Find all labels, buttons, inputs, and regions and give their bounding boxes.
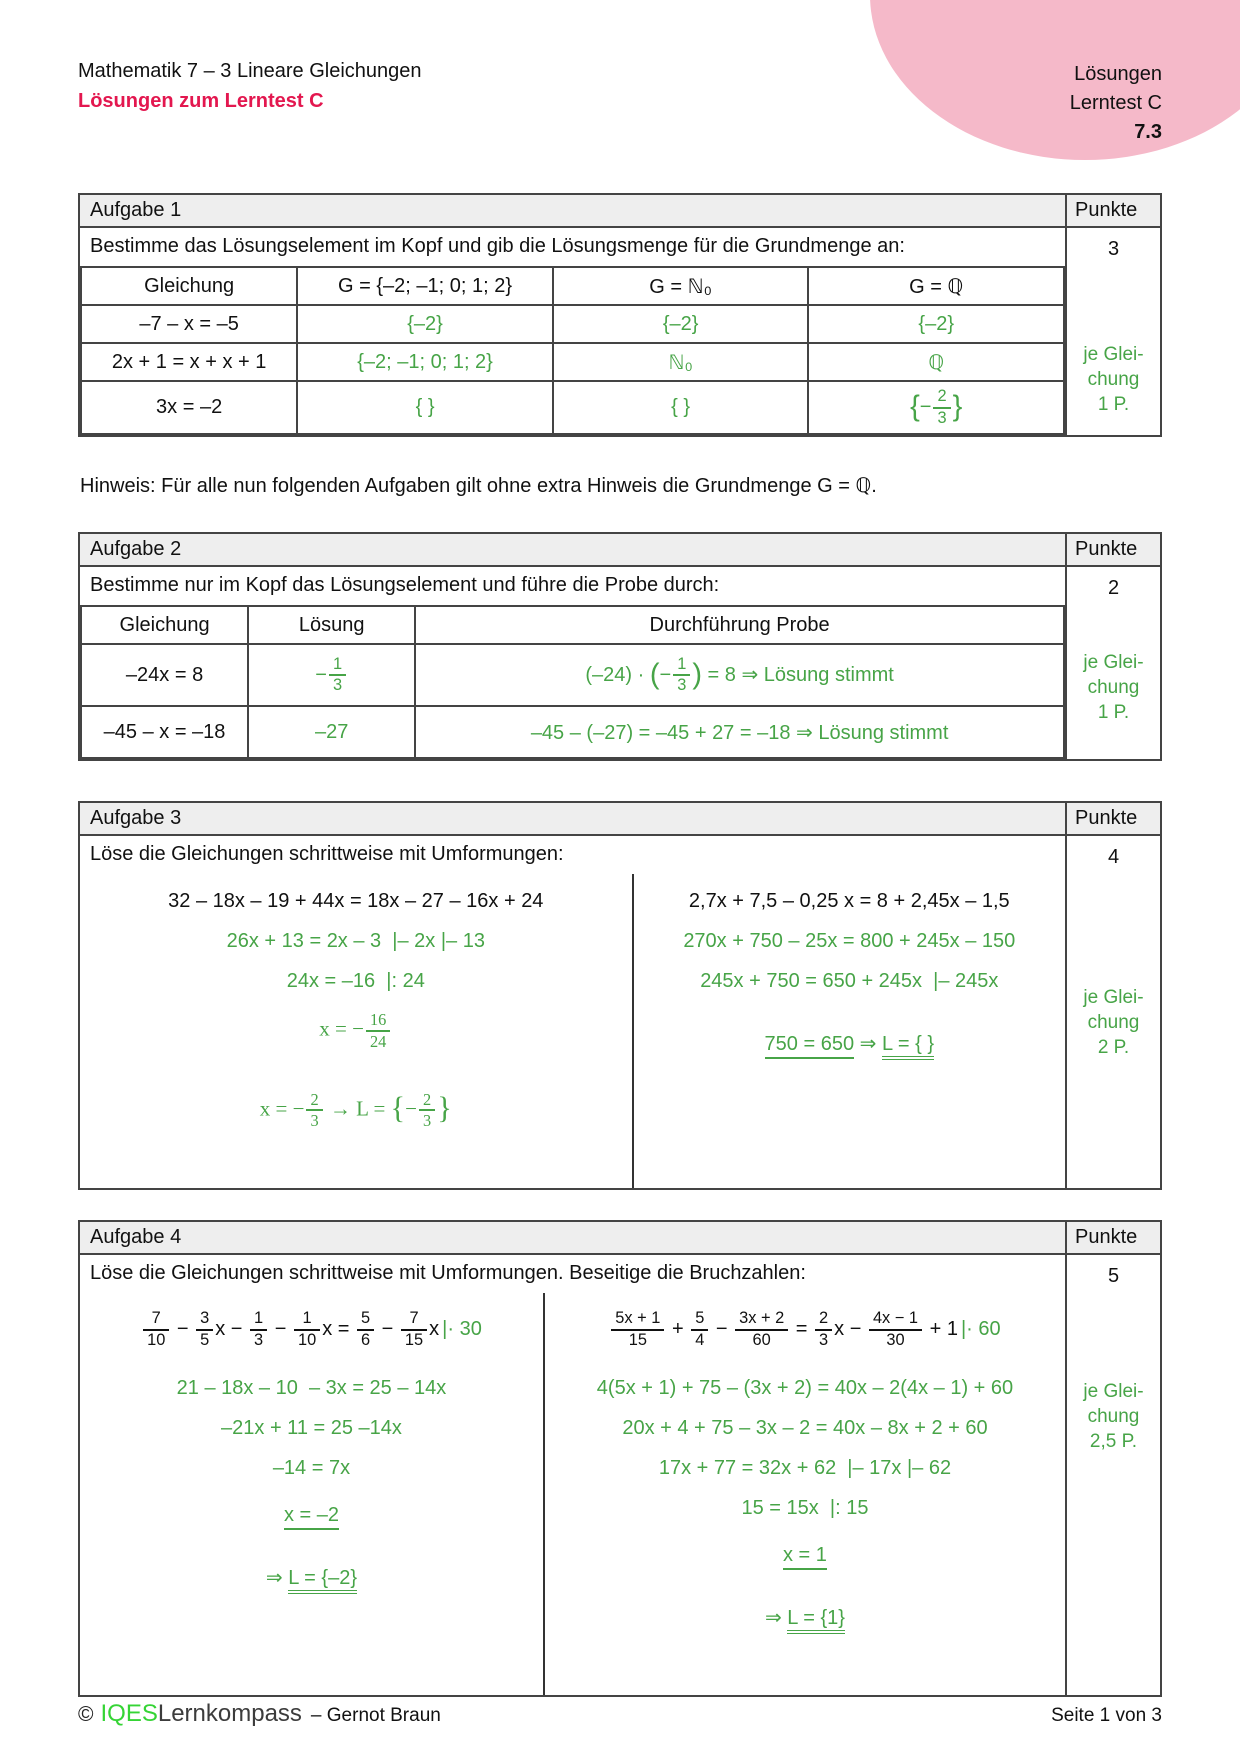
- equation-line: ⇒ L = {1}: [549, 1605, 1061, 1630]
- solution-cell: {–2}: [808, 305, 1064, 343]
- equation-line: x = − $\frac{16}{24}$: [84, 1010, 628, 1051]
- equation-line: 245x + 750 = 650 + 245x |– 245x: [700, 970, 999, 993]
- probe-cell: (–24) · (− $\frac{1}{3}$ ) = 8 ⇒ Lösung stimmt: [415, 644, 1064, 706]
- aufgabe-2-instruction: Bestimme nur im Kopf das Lösungselement und führe die Probe durch:: [90, 574, 720, 597]
- col-header-grundmenge-n0: G = ℕ₀: [553, 267, 809, 305]
- aufgabe-2-head: [80, 534, 1160, 567]
- equation-line: 32 – 18x – 19 + 44x = 18x – 27 – 16x + 24: [168, 890, 544, 913]
- equation-cell: –24x = 8: [81, 644, 248, 706]
- points-value: 4: [1107, 846, 1120, 869]
- aufgabe-3-box: [78, 801, 1162, 1190]
- equation-line: 15 = 15x |: 15: [741, 1496, 869, 1519]
- punkte-label: Punkte: [1065, 534, 1160, 565]
- points-note: je Glei- chung 1 P.: [1083, 652, 1144, 723]
- aufgabe-2-punkte-cell: [1065, 567, 1160, 759]
- iqes-logo-text: IQES: [100, 1700, 158, 1727]
- punkte-label: Punkte: [1065, 1222, 1160, 1253]
- aufgabe-3-instruction: Löse die Gleichungen schrittweise mit Umformungen:: [90, 843, 564, 866]
- solution-cell: { }: [297, 381, 553, 434]
- table-row: [81, 644, 1064, 706]
- header-right-line2: Lerntest C: [1069, 92, 1162, 114]
- aufgabe-4-title: Aufgabe 4: [90, 1226, 182, 1249]
- col-header-loesung: Lösung: [248, 606, 415, 644]
- aufgabe-4-head: [80, 1222, 1160, 1255]
- points-value: 3: [1107, 238, 1120, 260]
- equation-line: $\frac{5x + 1}{15}$ + $\frac{5}{4}$ − $\frac{3x + 2}{60}$ = $\frac{2}{3}$ x − $\frac{4x - 1}{30}$ + 1 |· 60: [549, 1309, 1061, 1350]
- points-note: je Glei- chung 2,5 P.: [1083, 1381, 1144, 1452]
- equation-cell: –7 – x = –5: [81, 305, 297, 343]
- solution-cell: − $\frac{1}{3}$: [248, 644, 415, 706]
- aufgabe-4-left-column: [80, 1293, 543, 1695]
- copyright-icon: ©: [78, 1703, 94, 1726]
- aufgabe-1-table: [80, 266, 1065, 435]
- equation-cell: –45 – x = –18: [81, 706, 248, 758]
- aufgabe-3-title: Aufgabe 3: [90, 807, 182, 830]
- col-header-probe: Durchführung Probe: [415, 606, 1064, 644]
- page-header: [78, 0, 1162, 147]
- col-header-grundmenge-q: G = ℚ: [808, 267, 1064, 305]
- solution-cell: ℕ₀: [553, 343, 809, 381]
- solution-cell: {–2; –1; 0; 1; 2}: [297, 343, 553, 381]
- table-header-row: [81, 606, 1064, 644]
- table-header-row: [81, 267, 1064, 305]
- points-note: je Glei- chung 1 P.: [1083, 344, 1144, 415]
- hinweis-text: Hinweis: Für alle nun folgenden Aufgaben gilt ohne extra Hinweis die Grundmenge G = ℚ.: [80, 475, 877, 498]
- page-subtitle: Lösungen zum Lerntest C: [78, 90, 324, 112]
- table-row: [81, 343, 1064, 381]
- aufgabe-1-box: [78, 193, 1162, 437]
- equation-line: x = 1: [549, 1544, 1061, 1567]
- equation-cell: 2x + 1 = x + x + 1: [81, 343, 297, 381]
- solution-cell: {–2}: [297, 305, 553, 343]
- aufgabe-3-head: [80, 803, 1160, 836]
- equation-line: 750 = 650 ⇒ L = { }: [638, 1031, 1061, 1056]
- equation-cell: 3x = –2: [81, 381, 297, 434]
- aufgabe-3-right-column: [634, 874, 1065, 1188]
- aufgabe-3-left-column: [80, 874, 632, 1188]
- header-right-line1: Lösungen: [1074, 63, 1162, 85]
- aufgabe-2-title: Aufgabe 2: [90, 538, 182, 561]
- aufgabe-4-box: [78, 1220, 1162, 1697]
- table-row: [81, 381, 1064, 434]
- punkte-label: Punkte: [1065, 803, 1160, 834]
- solution-cell: –27: [248, 706, 415, 758]
- header-right: [1070, 60, 1162, 147]
- col-header-grundmenge-liste: G = {–2; –1; 0; 1; 2}: [297, 267, 553, 305]
- col-header-gleichung: Gleichung: [81, 606, 248, 644]
- aufgabe-4-columns: [80, 1293, 1065, 1695]
- aufgabe-3-punkte-cell: [1065, 836, 1160, 1188]
- course-title: Mathematik 7 – 3 Lineare Gleichungen: [78, 60, 422, 82]
- equation-line: 20x + 4 + 75 – 3x – 2 = 40x – 8x + 2 + 60: [622, 1416, 988, 1439]
- equation-line: –21x + 11 = 25 –14x: [221, 1416, 402, 1439]
- author-name: – Gernot Braun: [310, 1705, 441, 1726]
- aufgabe-1-head: [80, 195, 1160, 228]
- aufgabe-4-instruction: Löse die Gleichungen schrittweise mit Umformungen. Beseitige die Bruchzahlen:: [90, 1262, 806, 1285]
- solution-cell: {− $\frac{2}{3}$ }: [808, 381, 1064, 434]
- page-number: Seite 1 von 3: [1051, 1705, 1162, 1726]
- solution-cell: { }: [553, 381, 809, 434]
- equation-line: 17x + 77 = 32x + 62 |– 17x |– 62: [658, 1456, 952, 1479]
- equation-line: $\frac{7}{10}$ − $\frac{3}{5}$ x − $\frac{1}{3}$ − $\frac{1}{10}$ x = $\frac{5}{6}$ − $\frac{7}{15}$ x |· 30: [84, 1309, 539, 1350]
- points-value: 2: [1107, 577, 1120, 600]
- probe-cell: –45 – (–27) = –45 + 27 = –18 ⇒ Lösung stimmt: [415, 706, 1064, 758]
- equation-line: 270x + 750 – 25x = 800 + 245x – 150: [683, 930, 1016, 953]
- equation-line: ⇒ L = {–2}: [84, 1565, 539, 1590]
- aufgabe-2-table: [80, 605, 1065, 759]
- table-row: [81, 305, 1064, 343]
- aufgabe-1-punkte-cell: [1065, 228, 1160, 435]
- col-header-gleichung: Gleichung: [81, 267, 297, 305]
- aufgabe-3-columns: [80, 874, 1065, 1188]
- points-note: je Glei- chung 2 P.: [1083, 987, 1144, 1058]
- equation-line: 2,7x + 7,5 – 0,25 x = 8 + 2,45x – 1,5: [688, 890, 1010, 913]
- equation-line: 21 – 18x – 10 – 3x = 25 – 14x: [176, 1376, 447, 1399]
- solution-cell: ℚ: [808, 343, 1064, 381]
- equation-line: x = − $\frac{2}{3}$ → L = {− $\frac{2}{3}$ }: [259, 1089, 452, 1131]
- points-value: 5: [1107, 1265, 1120, 1288]
- aufgabe-2-box: [78, 532, 1162, 761]
- equation-line: x = –2: [84, 1504, 539, 1527]
- table-row: [81, 706, 1064, 758]
- aufgabe-4-punkte-cell: [1065, 1255, 1160, 1695]
- equation-line: 26x + 13 = 2x – 3 |– 2x |– 13: [226, 930, 485, 953]
- aufgabe-1-title: Aufgabe 1: [90, 199, 182, 221]
- equation-line: –14 = 7x: [272, 1456, 351, 1479]
- punkte-label: Punkte: [1065, 195, 1160, 226]
- publisher-brand: [78, 1700, 441, 1728]
- equation-line: 4(5x + 1) + 75 – (3x + 2) = 40x – 2(4x – 1) + 60: [596, 1376, 1014, 1399]
- solution-cell: {–2}: [553, 305, 809, 343]
- equation-line: 24x = –16 |: 24: [286, 970, 425, 993]
- aufgabe-1-instruction: Bestimme das Lösungselement im Kopf und gib die Lösungsmenge für die Grundmenge an:: [90, 235, 905, 257]
- header-right-version: 7.3: [1134, 121, 1162, 143]
- lernkompass-logo-text: Lernkompass: [157, 1700, 302, 1727]
- page-footer: [78, 1700, 1162, 1728]
- header-left: [78, 60, 422, 113]
- aufgabe-4-right-column: [545, 1293, 1065, 1695]
